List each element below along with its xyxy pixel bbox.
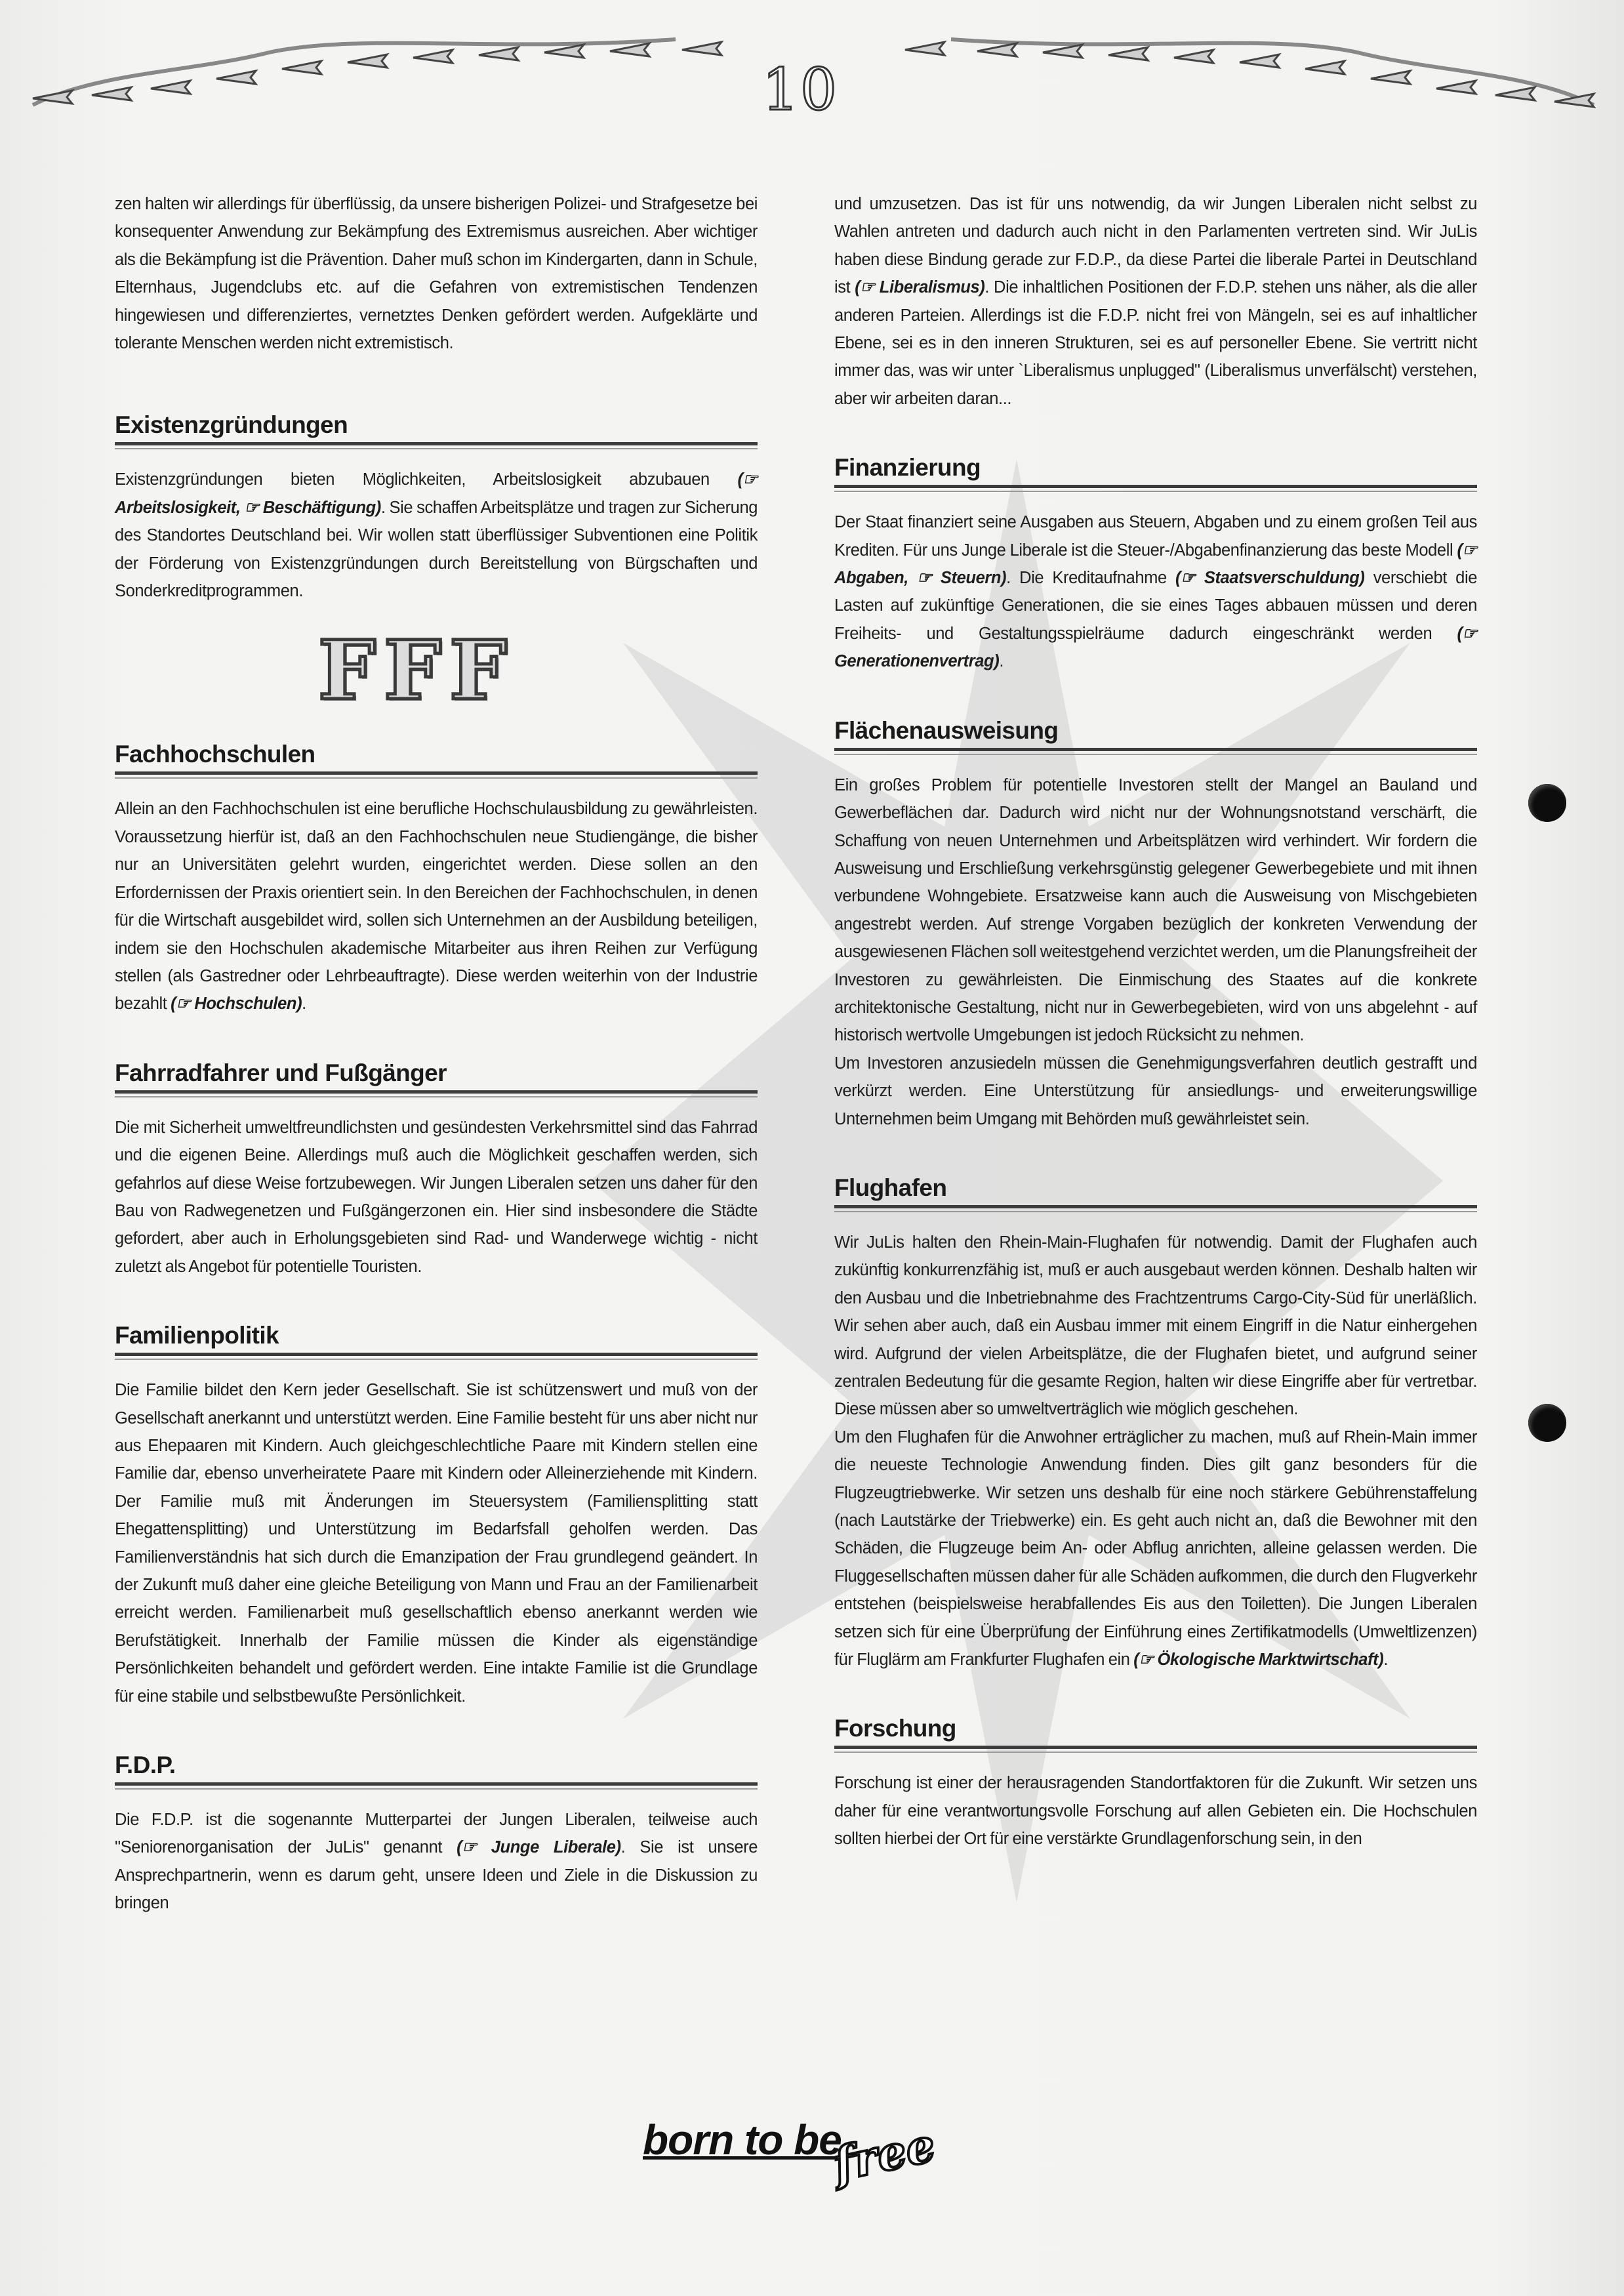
footer-logo-text: born to be [643,2116,842,2163]
cross-reference[interactable]: (☞ Staatsverschuldung) [1175,569,1365,588]
page-number: 10 [762,56,838,123]
section-rule [115,1090,758,1099]
paragraph-forschung: Forschung ist einer der herausragenden Standortfaktoren für die Zukunft. Wir setzen uns daher für eine verantwortungsvolle Forschung auf allen Gebieten ein. Die Hochschulen sollten hierbei der Ort für eine verstärkte Grundlagenforschung sein, in den [834,1774,1477,1849]
paragraph-flughafen: Wir JuLis halten den Rhein-Main-Flughafen für notwendig. Damit der Flughafen auch zukünftig konkurrenzfähig ist, muß er auch ausgebaut werden können. Deshalb halten wir den Ausbau und die Inbetriebnahme des Frachtzentrums Cargo-City-Süd für unerläßlich. Wir sehen aber auch, daß ein Ausbau immer mit einem Eingriff in die Natur einhergehen wird. Aufgrund der vielen Arbeitsplätze, die der Flughafen bietet, und aufgrund seiner zentralen Bedeutung für die gesamte Region, halten wir diese Eingriffe aber für vertretbar. Diese müssen aber so umweltverträglich wie möglich geschehen. [834,1233,1477,1419]
footer-logo-free: free [828,2117,941,2192]
cross-reference[interactable]: (☞ Arbeitslosigkeit, ☞ Beschäftigung) [115,470,758,517]
cross-reference[interactable]: (☞ Hochschulen) [171,994,302,1014]
punch-hole [1528,1404,1566,1442]
section-rule [834,748,1477,757]
paragraph-existenzgruendungen: Existenzgründungen bieten Möglichkeiten, Arbeitslosigkeit abzubauen (☞ Arbeitslosigkeit, ☞ Beschäftigung). Sie schaffen Arbeitsplätze und tragen zur Sicherung des Standortes Deutschland bei. Wir wollen statt überflüssiger Subventionen eine Politik der Förderung von Existenzgründungen durch Bereitstellung von Bürgschaften und Sonderkreditprogrammen. [115,470,758,601]
intro-paragraph: zen halten wir allerdings für überflüssig, da unsere bisherigen Polizei- und Strafgesetze bei konsequenter Anwendung zur Bekämpfung des Extremismus ausreichen. Aber wichtiger als die Bekämpfung ist die Prävention. Daher muß schon im Kindergarten, dann in Schule, Elternhaus, Jugendclubs etc. auf die Gefahren von extremistischen Tendenzen hingewiesen und differenziertes, vernetztes Denken gefördert werden. Aufgeklärte und tolerante Menschen werden nicht extremistisch. [115,195,758,353]
cross-reference[interactable]: (☞ Abgaben, ☞ Steuern) [834,541,1477,588]
section-rule [115,1353,758,1362]
fff-ornament [318,623,758,719]
heading-finanzierung: Finanzierung [834,454,981,482]
page-header [0,26,1624,123]
cross-reference[interactable]: (☞ Liberalismus) [855,278,985,297]
cross-reference[interactable]: (☞ Ökologische Marktwirtschaft) [1133,1650,1384,1670]
section-rule [834,485,1477,494]
left-column [115,190,758,1917]
paragraph-flaechenausweisung: Ein großes Problem für potentielle Investoren stellt der Mangel an Bauland und Gewerbeflächen dar. Dadurch wird nicht nur der Wohnungsnotstand verschärft, die Schaffung von neuen Unternehmen und Arbeitsplätzen wird verhindert. Wir fordern die Ausweisung und Erschließung verkehrsgünstig gelegener Gewerbegebiete und mit ihnen verbundene Wohngebiete. Ersatzweise kann auch die Ausweisung von Mischgebieten angestrebt werden. Auf strenge Vorgaben bezüglich der konkreten Verwendung der ausgewiesenen Flächen soll weitestgehend verzichtet werden, um die Planungsfreiheit der Investoren zu gewährleisten. Die Einmischung des Staates auf die konkrete architektonische Gestaltung, nicht nur in Gewerbegebieten, wird von uns abgelehnt - auf historisch wertvolle Umgebungen ist jedoch Rücksicht zu nehmen. [834,775,1477,1045]
paragraph-flaechenausweisung-2: Um Investoren anzusiedeln müssen die Genehmigungsverfahren deutlich gestrafft und verkürzt werden. Eine Unterstützung für ansiedlungs- und erweiterungswillige Unternehmen beim Umgang mit Behörden muß gewährleistet sein. [834,1054,1477,1128]
fff-letter: F [318,623,376,719]
section-rule [115,442,758,451]
heading-flaechenausweisung: Flächenausweisung [834,716,1059,744]
heading-familienpolitik: Familienpolitik [115,1322,279,1349]
right-column [834,190,1477,1853]
paragraph-fdp: Die F.D.P. ist die sogenannte Mutterpartei der Jungen Liberalen, teilweise auch "Seniorenorganisation der JuLis" genannt (☞ Junge Liberale). Sie ist unsere Ansprechpartnerin, wenn es darum geht, unsere Ideen und Ziele in die Diskussion zu bringen [115,1811,758,1913]
paragraph-familienpolitik: Die Familie bildet den Kern jeder Gesellschaft. Sie ist schützenswert und muß von der Gesellschaft anerkannt und unterstützt werden. Eine Familie besteht für uns aber nicht nur aus Ehepaaren mit Kindern. Auch gleichgeschlechtliche Paare mit Kindern stellen eine Familie dar, ebenso unverheiratete Paare mit Kindern oder Alleinerziehende mit Kindern. Der Familie muß mit Änderungen im Steuersystem (Familiensplitting statt Ehegattensplitting) und Unterstützung im Bedarfsfall geholfen werden. Das Familienverständnis hat sich durch die Emanzipation der Frau grundlegend geändert. In der Zukunft muß daher eine gleiche Beteiligung von Mann und Frau an der Familienarbeit erreicht werden. Familienarbeit muß gesellschaftlich ebenso anerkannt werden wie Berufstätigkeit. Innerhalb der Familie müssen die Kinder als eigenständige Persönlichkeiten behandelt und gefördert werden. Eine intakte Familie ist die Grundlage für eine stabile und selbstbewußte Persönlichkeit. [115,1381,758,1706]
heading-fahrradfahrer: Fahrradfahrer und Fußgänger [115,1059,447,1086]
cross-reference[interactable]: (☞ Generationenvertrag) [834,624,1478,671]
paragraph-finanzierung: Der Staat finanziert seine Ausgaben aus Steuern, Abgaben und zu einem großen Teil aus Krediten. Für uns Junge Liberale ist die Steuer-/Abgabenfinanzierung das beste Modell (☞ Abgaben, ☞ Steuern). Die Kreditaufnahme (☞ Staatsverschuldung) verschiebt die Lasten auf zukünftige Generationen, die sie eines Tages abbauen müssen und deren Freiheits- und Gestaltungsspielräume dadurch eingeschränkt werden (☞ Generationenvertrag). [834,513,1478,671]
heading-flughafen: Flughafen [834,1174,947,1201]
heading-forschung: Forschung [834,1715,956,1742]
section-rule [115,1782,758,1792]
section-rule [115,771,758,781]
paragraph-fdp-continued: und umzusetzen. Das ist für uns notwendig, da wir Jungen Liberalen nicht selbst zu Wahlen antreten und dadurch auch nicht in den Parlamenten vertreten sind. Wir JuLis haben diese Bindung gerade zur F.D.P., da diese Partei die liberale Partei in Deutschland ist (☞ Liberalismus). Die inhaltlichen Positionen der F.D.P. stehen uns näher, als die aller anderen Parteien. Allerdings ist die F.D.P. nicht frei von Mängeln, sei es auf inhaltlicher Ebene, sei es in den inneren Strukturen, sei es auf personeller Ebene. Sie vertritt nicht immer das, was wir unter `Liberalismus unplugged" (Liberalismus unverfälscht) verstehen, aber wir arbeiten daran... [834,195,1478,408]
paragraph-fahrradfahrer: Die mit Sicherheit umweltfreundlichsten und gesündesten Verkehrsmittel sind das Fahrrad und die eigenen Beine. Allerdings muß auch die Möglichkeit geschaffen werden, sich gefahrlos auf diese Weise fortzubewegen. Wir Jungen Liberalen setzen uns daher für den Bau von Radwegenetzen und Fußgängerzonen ein. Hier sind insbesondere die Städte gefordert, aber auch in Erholungsgebieten sind Rad- und Wanderwege wichtig - nicht zuletzt als Angebot für potentielle Touristen. [115,1118,758,1276]
paragraph-flughafen-2: Um den Flughafen für die Anwohner erträglicher zu machen, muß auf Rhein-Main immer die neueste Technologie Anwendung finden. Dies gilt ganz besonders für die Flugzeugtriebwerke. Wir setzen uns deshalb für eine noch stärkere Gebührenstaffelung (nach Lautstärke der Triebwerke) ein. Es geht auch nicht an, daß die Bewohner mit den Schäden, die Flugzeuge beim An- oder Abflug anrichten, alleine gelassen werden. Die Fluggesellschaften müssen daher für alle Schäden aufkommen, die durch den Flugverkehr entstehen (beispielsweise herabfallendes Eis aus den Toiletten). Die Jungen Liberalen setzen sich für eine Überprüfung der Einführung eines Zertifikatmodells (Umweltlizenzen) für Fluglärm am Frankfurter Flughafen ein (☞ Ökologische Marktwirtschaft). [834,1427,1477,1670]
section-rule [834,1746,1477,1755]
footer-logo [630,2109,997,2207]
fff-letter: F [449,623,508,719]
cross-reference[interactable]: (☞ Junge Liberale) [457,1838,621,1857]
heading-fachhochschulen: Fachhochschulen [115,741,315,768]
section-rule [834,1205,1477,1214]
paragraph-fachhochschulen: Allein an den Fachhochschulen ist eine berufliche Hochschulausbildung zu gewährleisten. Voraussetzung hierfür ist, daß an den Fachhochschulen neue Studiengänge, die bisher nur an Universitäten gelehrt wurden, eingerichtet werden. Diese sollen an den Erfordernissen der Praxis orientiert sein. In den Bereichen der Fachhochschulen, in denen für die Wirtschaft ausgebildet wird, sollen sich Unternehmen an der Ausbildung beteiligen, indem sie den Hochschulen akademische Mitarbeiter aus ihren Reihen zur Verfügung stellen (als Gastredner oder Lehrbeauftragte). Diese werden weiterhin von der Industrie bezahlt (☞ Hochschulen). [115,800,758,1014]
fff-letter: F [384,623,442,719]
heading-existenzgruendungen: Existenzgründungen [115,411,348,439]
heading-fdp: F.D.P. [115,1752,176,1779]
punch-hole [1528,784,1566,822]
